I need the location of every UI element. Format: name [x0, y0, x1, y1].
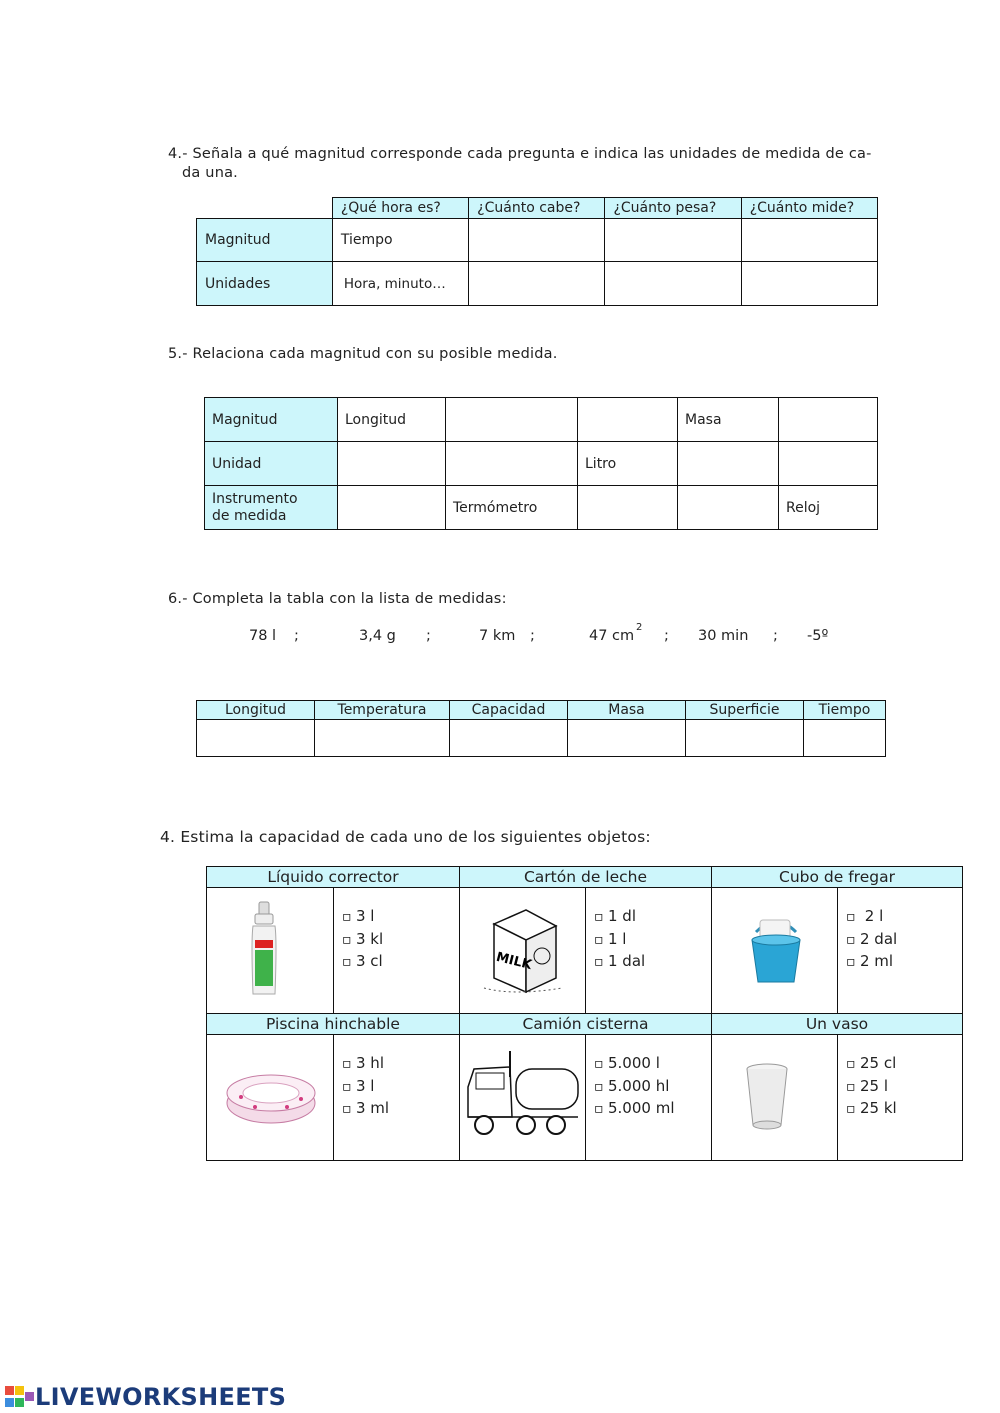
- logo-blocks-icon: [5, 1384, 35, 1410]
- option-checkbox[interactable]: ▫ 25 kl: [846, 1098, 962, 1121]
- q5-cell: Masa: [678, 398, 779, 442]
- q6-answer-cell[interactable]: [197, 720, 315, 757]
- option-checkbox[interactable]: ▫ 2 dal: [846, 929, 962, 952]
- option-checkbox[interactable]: ▫ 25 cl: [846, 1053, 962, 1076]
- q4-instruction-line2: da una.: [182, 165, 238, 181]
- bucket-icon: [746, 910, 806, 986]
- q5-answer-cell[interactable]: [678, 442, 779, 486]
- q5-row-label: Unidad: [205, 442, 338, 486]
- q6-answer-cell[interactable]: [568, 720, 686, 757]
- q5-answer-cell[interactable]: [338, 486, 446, 530]
- option-checkbox[interactable]: ▫ 3 ml: [342, 1098, 459, 1121]
- option-checkbox[interactable]: ▫ 1 dl: [594, 906, 711, 929]
- options-list: [334, 888, 459, 974]
- item-picture-cell: [207, 888, 334, 1014]
- q4-cell: Hora, minuto…: [332, 262, 468, 306]
- options-list: [586, 1035, 711, 1121]
- measure: 30 min: [698, 628, 749, 644]
- item-picture-cell: [207, 1035, 334, 1161]
- option-checkbox[interactable]: ▫ 25 l: [846, 1076, 962, 1099]
- q4-table: [196, 197, 878, 306]
- item-picture-cell: [460, 888, 586, 1014]
- item-header: Líquido corrector: [207, 867, 460, 888]
- measure: 3,4 g: [359, 628, 396, 644]
- q7-instruction: 4. Estima la capacidad de cada uno de los siguientes objetos:: [160, 828, 651, 846]
- q6-answer-cell[interactable]: [315, 720, 450, 757]
- options-list: [586, 888, 711, 974]
- q5-answer-cell[interactable]: [338, 442, 446, 486]
- q5-answer-cell[interactable]: [446, 398, 578, 442]
- separator: ;: [530, 628, 535, 644]
- item-options-cell: [838, 1035, 963, 1161]
- tanker-truck-icon: [464, 1047, 582, 1147]
- corrector-bottle-icon: [245, 900, 285, 1000]
- q4-answer-cell[interactable]: [469, 262, 605, 306]
- q6-instruction: 6.- Completa la tabla con la lista de medidas:: [168, 591, 507, 607]
- q7-table: [206, 866, 963, 1161]
- q4-cell: Tiempo: [332, 219, 468, 262]
- q5-answer-cell[interactable]: [578, 398, 678, 442]
- option-checkbox[interactable]: ▫ 5.000 l: [594, 1053, 711, 1076]
- q6-measures-list: [0, 622, 1000, 648]
- q4-empty-corner: [197, 198, 333, 219]
- q5-answer-cell[interactable]: [779, 398, 878, 442]
- item-header: Cubo de fregar: [712, 867, 963, 888]
- item-header: Un vaso: [712, 1014, 963, 1035]
- q5-answer-cell[interactable]: [779, 442, 878, 486]
- option-checkbox[interactable]: ▫ 3 l: [342, 906, 459, 929]
- item-picture-cell: [712, 1035, 838, 1161]
- option-checkbox[interactable]: ▫ 2 l: [846, 906, 962, 929]
- q5-row-label-line: de medida: [212, 507, 287, 524]
- q4-header: ¿Cuánto mide?: [741, 198, 877, 219]
- option-checkbox[interactable]: ▫ 5.000 hl: [594, 1076, 711, 1099]
- item-options-cell: [586, 1035, 712, 1161]
- measure: -5º: [807, 628, 829, 644]
- q5-row-label-line: Instrumento: [212, 490, 298, 507]
- item-options-cell: [586, 888, 712, 1014]
- options-list: [838, 1035, 962, 1121]
- options-list: [838, 888, 962, 974]
- q6-header: Longitud: [197, 701, 315, 720]
- option-checkbox[interactable]: ▫ 3 l: [342, 1076, 459, 1099]
- q5-answer-cell[interactable]: [578, 486, 678, 530]
- item-header: Piscina hinchable: [207, 1014, 460, 1035]
- milk-carton-icon: [474, 904, 574, 996]
- q4-header: ¿Qué hora es?: [332, 198, 468, 219]
- q4-answer-cell[interactable]: [741, 219, 877, 262]
- q6-answer-cell[interactable]: [686, 720, 804, 757]
- q4-answer-cell[interactable]: [741, 262, 877, 306]
- liveworksheets-logo: [5, 1382, 286, 1412]
- separator: ;: [294, 628, 299, 644]
- q4-answer-cell[interactable]: [605, 219, 741, 262]
- q5-cell: Reloj: [779, 486, 878, 530]
- q5-row-label: [205, 486, 338, 530]
- milk-carton-label: MILK: [494, 949, 534, 974]
- separator: ;: [664, 628, 669, 644]
- item-picture-cell: [712, 888, 838, 1014]
- measure: 47 cm: [589, 628, 635, 644]
- option-checkbox[interactable]: ▫ 3 hl: [342, 1053, 459, 1076]
- option-checkbox[interactable]: ▫ 2 ml: [846, 951, 962, 974]
- q5-cell: Termómetro: [446, 486, 578, 530]
- q5-instruction: 5.- Relaciona cada magnitud con su posible medida.: [168, 346, 558, 362]
- superscript: 2: [636, 622, 643, 633]
- option-checkbox[interactable]: ▫ 5.000 ml: [594, 1098, 711, 1121]
- item-options-cell: [334, 888, 460, 1014]
- options-list: [334, 1035, 459, 1121]
- q6-header: Masa: [568, 701, 686, 720]
- option-checkbox[interactable]: ▫ 3 kl: [342, 929, 459, 952]
- q4-answer-cell[interactable]: [605, 262, 741, 306]
- q4-row-label: Unidades: [197, 262, 333, 306]
- option-checkbox[interactable]: ▫ 3 cl: [342, 951, 459, 974]
- q6-header: Capacidad: [450, 701, 568, 720]
- q4-header: ¿Cuánto cabe?: [469, 198, 605, 219]
- option-checkbox[interactable]: ▫ 1 l: [594, 929, 711, 952]
- q4-header: ¿Cuánto pesa?: [605, 198, 741, 219]
- q5-answer-cell[interactable]: [446, 442, 578, 486]
- item-picture-cell: [460, 1035, 586, 1161]
- q4-instruction-line1: 4.- Señala a qué magnitud corresponde cada pregunta e indica las unidades de medida de ca-: [168, 146, 872, 162]
- item-header: Camión cisterna: [460, 1014, 712, 1035]
- q5-answer-cell[interactable]: [678, 486, 779, 530]
- item-options-cell: [334, 1035, 460, 1161]
- q6-answer-cell[interactable]: [804, 720, 886, 757]
- item-options-cell: [838, 888, 963, 1014]
- separator: ;: [426, 628, 431, 644]
- q5-table: [204, 397, 878, 530]
- q6-header: Superficie: [686, 701, 804, 720]
- q6-answer-cell[interactable]: [450, 720, 568, 757]
- q5-cell: Litro: [578, 442, 678, 486]
- q4-row-label: Magnitud: [197, 219, 333, 262]
- measure: 7 km: [479, 628, 516, 644]
- separator: ;: [773, 628, 778, 644]
- q4-answer-cell[interactable]: [469, 219, 605, 262]
- item-header: Cartón de leche: [460, 867, 712, 888]
- option-checkbox[interactable]: ▫ 1 dal: [594, 951, 711, 974]
- q5-row-label: Magnitud: [205, 398, 338, 442]
- q6-header: Tiempo: [804, 701, 886, 720]
- q6-table: [196, 700, 886, 757]
- q6-header: Temperatura: [315, 701, 450, 720]
- plastic-cup-icon: [742, 1061, 792, 1133]
- measure: 78 l: [249, 628, 277, 644]
- q5-cell: Longitud: [338, 398, 446, 442]
- inflatable-pool-icon: [221, 1067, 321, 1127]
- logo-text: LIVEWORKSHEETS: [35, 1383, 287, 1411]
